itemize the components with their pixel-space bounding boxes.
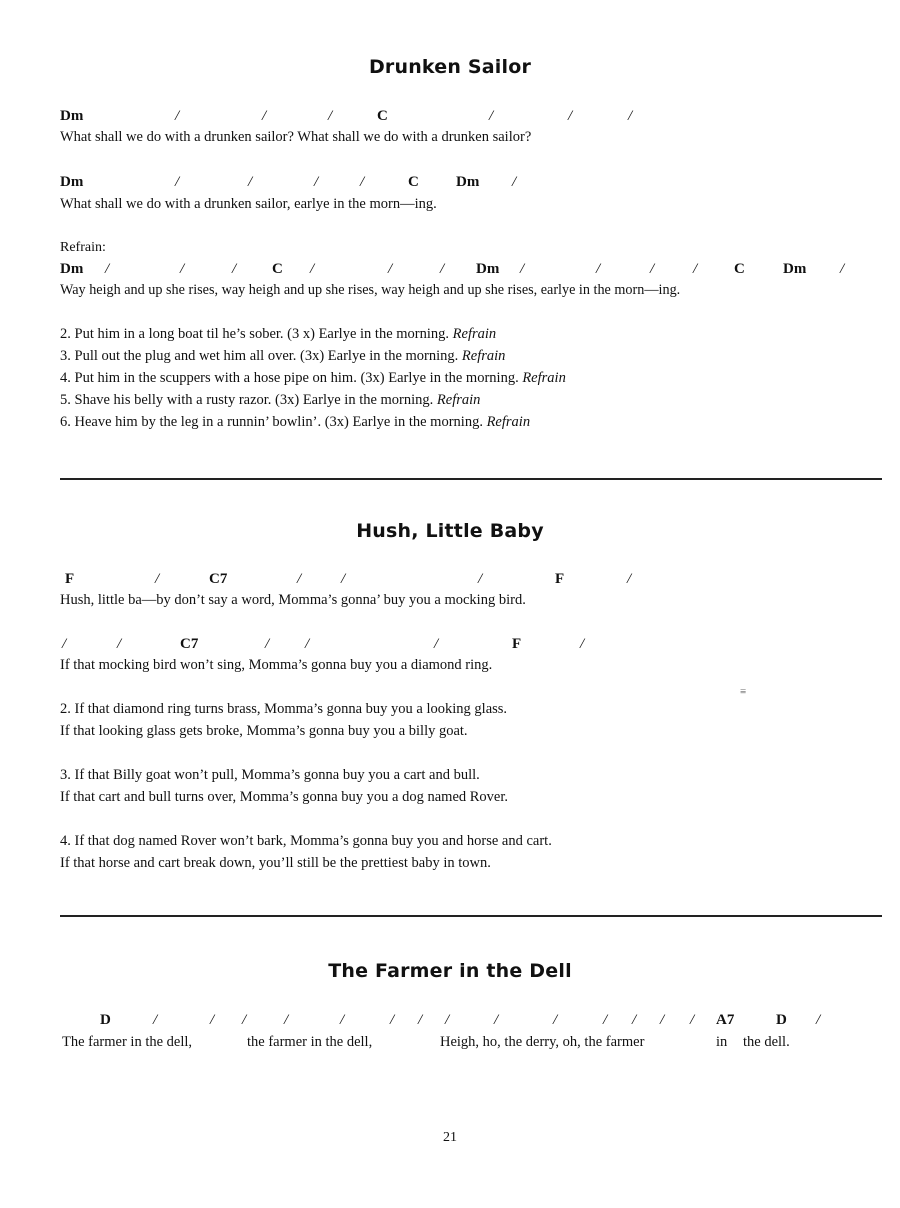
lyric-segment: the dell. xyxy=(743,1034,790,1050)
chord: / xyxy=(232,261,237,277)
chord: Dm xyxy=(60,261,84,277)
chord: A7 xyxy=(716,1012,735,1028)
chord: / xyxy=(262,108,267,124)
chord: / xyxy=(248,174,253,190)
lyric-line xyxy=(0,1034,900,1054)
chord: / xyxy=(105,261,110,277)
chord: / xyxy=(840,261,845,277)
chord: / xyxy=(445,1012,450,1028)
chord: / xyxy=(494,1012,499,1028)
chord: / xyxy=(390,1012,395,1028)
chord: / xyxy=(242,1012,247,1028)
chord: / xyxy=(117,636,122,652)
chord: / xyxy=(596,261,601,277)
chord: C xyxy=(734,261,745,277)
stray-mark: ≡ xyxy=(740,686,747,698)
chord: F xyxy=(512,636,522,652)
chord: / xyxy=(388,261,393,277)
chord: F xyxy=(555,571,565,587)
page-number: 21 xyxy=(443,1130,457,1145)
chord: C7 xyxy=(209,571,228,587)
chord: / xyxy=(650,261,655,277)
refrain-label: Refrain: xyxy=(60,240,106,255)
chord: / xyxy=(690,1012,695,1028)
chord: / xyxy=(153,1012,158,1028)
chord: / xyxy=(603,1012,608,1028)
lyric-line: What shall we do with a drunken sailor, earlye in the morn—ing. xyxy=(60,196,437,212)
chord: / xyxy=(155,571,160,587)
chord-line xyxy=(0,261,900,279)
song-title-drunken-sailor: Drunken Sailor xyxy=(368,56,532,78)
verse-line: 4. If that dog named Rover won’t bark, Momma’s gonna buy you and horse and cart. xyxy=(60,833,552,849)
chord: D xyxy=(776,1012,787,1028)
chord: D xyxy=(100,1012,111,1028)
chord-line xyxy=(0,1012,900,1030)
chord: / xyxy=(314,174,319,190)
chord: / xyxy=(553,1012,558,1028)
chord: / xyxy=(568,108,573,124)
chord: / xyxy=(284,1012,289,1028)
chord: / xyxy=(434,636,439,652)
chord: / xyxy=(328,108,333,124)
chord: / xyxy=(628,108,633,124)
chord: / xyxy=(580,636,585,652)
verse-line: 5. Shave his belly with a rusty razor. (3x) Earlye in the morning. Refrain xyxy=(60,392,481,408)
chord: / xyxy=(265,636,270,652)
verse-line: 2. If that diamond ring turns brass, Momma’s gonna buy you a looking glass. xyxy=(60,701,508,717)
verse-line: If that horse and cart break down, you’ll still be the prettiest baby in town. xyxy=(60,855,491,871)
chord: C xyxy=(408,174,419,190)
lyric-line: What shall we do with a drunken sailor? What shall we do with a drunken sailor? xyxy=(60,129,532,145)
chord: C xyxy=(377,108,388,124)
chord: / xyxy=(340,1012,345,1028)
section-divider xyxy=(60,915,882,917)
lyric-line: Hush, little ba—by don’t say a word, Momma’s gonna’ buy you a mocking bird. xyxy=(60,592,526,608)
chord: / xyxy=(627,571,632,587)
lyric-segment: in xyxy=(716,1034,728,1050)
lyric-line: Way heigh and up she rises, way heigh and up she rises, way heigh and up she rises, earlye in the morn—ing. xyxy=(60,282,681,298)
chord: / xyxy=(360,174,365,190)
chord: C7 xyxy=(180,636,199,652)
chord: / xyxy=(512,174,517,190)
lyric-segment: the farmer in the dell, xyxy=(247,1034,373,1050)
song-title-farmer-in-the-dell: The Farmer in the Dell xyxy=(328,960,572,982)
chord: / xyxy=(440,261,445,277)
section-divider xyxy=(60,478,882,480)
chord: Dm xyxy=(60,108,84,124)
song-title-hush-little-baby: Hush, Little Baby xyxy=(356,520,544,542)
chord: / xyxy=(693,261,698,277)
chord: C xyxy=(272,261,283,277)
lyric-line: If that mocking bird won’t sing, Momma’s gonna buy you a diamond ring. xyxy=(60,657,493,673)
verse-line: If that cart and bull turns over, Momma’s gonna buy you a dog named Rover. xyxy=(60,789,509,805)
chord: / xyxy=(180,261,185,277)
verse-line: 3. If that Billy goat won’t pull, Momma’s gonna buy you a cart and bull. xyxy=(60,767,480,783)
chord: / xyxy=(305,636,310,652)
verse-line: 4. Put him in the scuppers with a hose pipe on him. (3x) Earlye in the morning. Refrain xyxy=(60,370,566,386)
chord: / xyxy=(175,174,180,190)
chord: Dm xyxy=(476,261,500,277)
chord-line xyxy=(0,571,900,589)
chord: / xyxy=(62,636,67,652)
chord: / xyxy=(341,571,346,587)
chord-line xyxy=(0,108,900,126)
chord: / xyxy=(310,261,315,277)
chord: / xyxy=(175,108,180,124)
chord: Dm xyxy=(60,174,84,190)
verse-line: 6. Heave him by the leg in a runnin’ bowlin’. (3x) Earlye in the morning. Refrain xyxy=(60,414,531,430)
verse-line: 3. Pull out the plug and wet him all over. (3x) Earlye in the morning. Refrain xyxy=(60,348,506,364)
chord-line xyxy=(0,636,900,654)
chord: / xyxy=(210,1012,215,1028)
chord: Dm xyxy=(783,261,807,277)
chord: / xyxy=(418,1012,423,1028)
chord: / xyxy=(632,1012,637,1028)
chord: / xyxy=(520,261,525,277)
lyric-segment: The farmer in the dell, xyxy=(62,1034,193,1050)
chord: F xyxy=(65,571,75,587)
chord: / xyxy=(478,571,483,587)
chord: / xyxy=(816,1012,821,1028)
chord: Dm xyxy=(456,174,480,190)
chord: / xyxy=(660,1012,665,1028)
chord: / xyxy=(297,571,302,587)
chord: / xyxy=(489,108,494,124)
chord-line xyxy=(0,174,900,192)
verse-line: If that looking glass gets broke, Momma’s gonna buy you a billy goat. xyxy=(60,723,468,739)
verse-line: 2. Put him in a long boat til he’s sober. (3 x) Earlye in the morning. Refrain xyxy=(60,326,497,342)
lyric-segment: Heigh, ho, the derry, oh, the farmer xyxy=(440,1034,645,1050)
